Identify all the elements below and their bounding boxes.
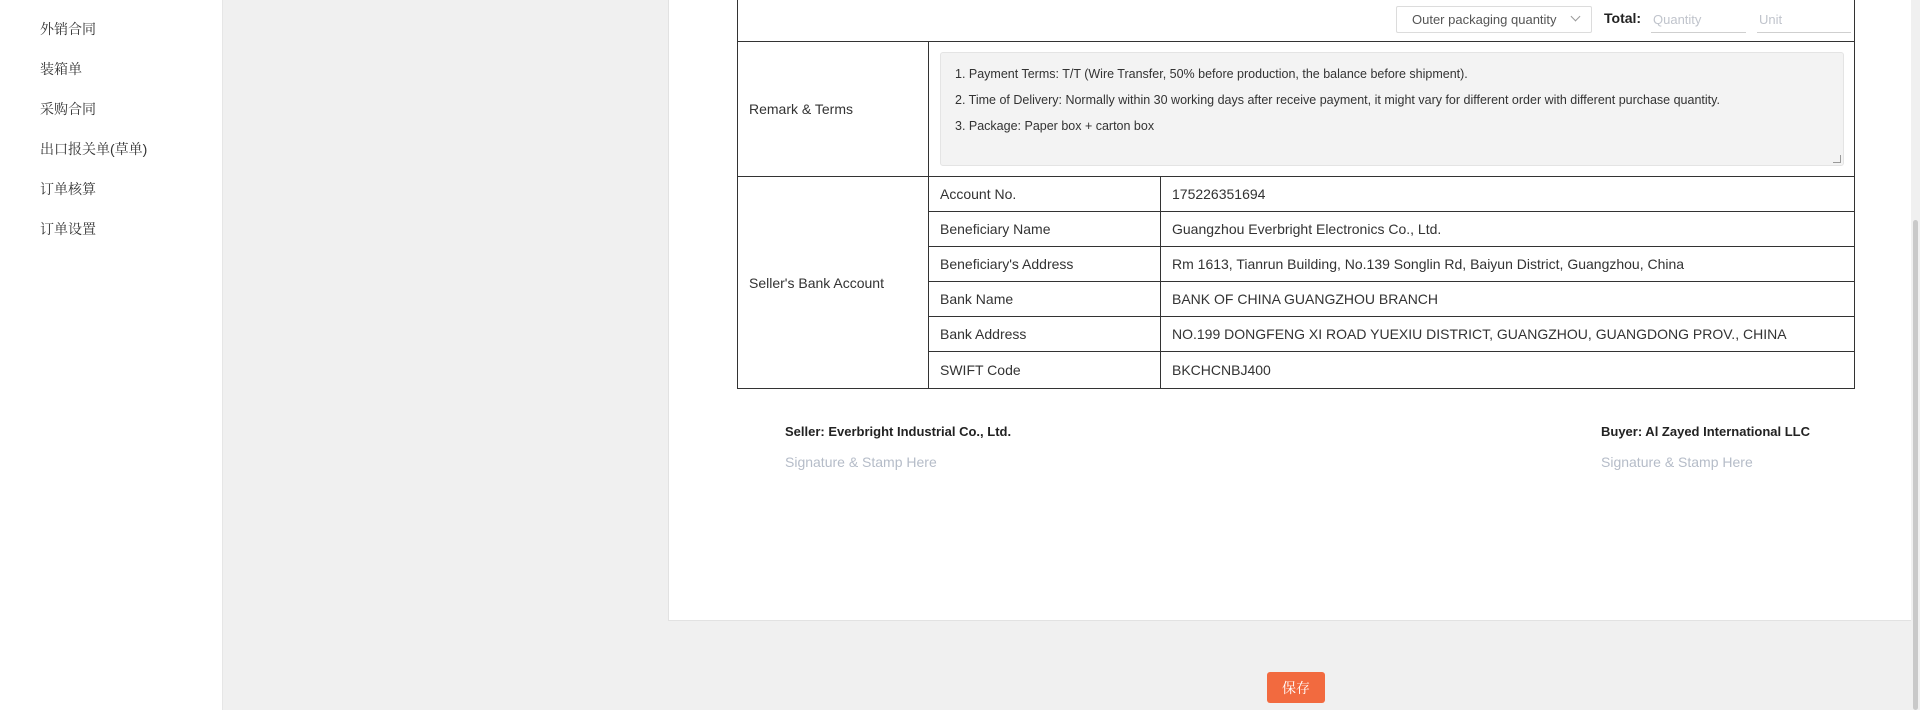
sidebar [0,0,223,710]
seller-signature-placeholder[interactable]: Signature & Stamp Here [785,454,937,470]
outer-packaging-select-value: Outer packaging quantity [1412,12,1557,27]
bank-row-swift-code [929,352,1854,388]
sidebar-item-customs-declaration[interactable]: 出口报关单(草单) [40,141,148,157]
bank-key: Bank Name [929,282,1161,316]
total-unit-input[interactable] [1757,7,1851,33]
buyer-title: Buyer: Al Zayed International LLC [1601,424,1810,439]
sidebar-item-purchase-contract[interactable]: 采购合同 [40,101,96,117]
sidebar-item-export-contract[interactable]: 外销合同 [40,21,96,37]
bank-row-beneficiary-name [929,212,1854,247]
bank-row-account-no [929,177,1854,212]
contract-table [737,0,1855,389]
sidebar-item-order-accounting[interactable]: 订单核算 [40,181,96,197]
sidebar-item-order-settings[interactable]: 订单设置 [40,221,96,237]
save-button[interactable]: 保存 [1267,672,1325,703]
bank-account-label: Seller's Bank Account [738,177,929,388]
remark-row [738,42,1854,177]
bank-value[interactable]: 175226351694 [1172,186,1266,202]
bank-account-row [738,177,1854,388]
outer-packaging-select[interactable] [1396,6,1592,33]
remark-line-package: 3. Package: Paper box + carton box [955,119,1155,133]
bank-row-beneficiary-address [929,247,1854,282]
resize-handle-icon[interactable] [1833,155,1841,163]
bank-details-grid [929,177,1854,388]
bank-value[interactable]: BKCHCNBJ400 [1172,362,1271,378]
buyer-signature-placeholder[interactable]: Signature & Stamp Here [1601,454,1753,470]
seller-title: Seller: Everbright Industrial Co., Ltd. [785,424,1012,439]
totals-row [738,0,1854,42]
sidebar-item-packing-list[interactable]: 装箱单 [40,61,82,77]
scrollbar-thumb[interactable] [1913,220,1918,710]
bank-key: Bank Address [929,317,1161,351]
remark-line-payment: 1. Payment Terms: T/T (Wire Transfer, 50% before production, the balance before shipment). [955,67,1468,81]
bank-key: Account No. [929,177,1161,211]
bank-value[interactable]: Rm 1613, Tianrun Building, No.139 Songlin Rd, Baiyun District, Guangzhou, China [1172,256,1685,272]
bank-value[interactable]: NO.199 DONGFENG XI ROAD YUEXIU DISTRICT, GUANGZHOU, GUANGDONG PROV., CHINA [1172,326,1787,342]
vertical-scrollbar[interactable] [1911,0,1920,710]
remark-line-delivery: 2. Time of Delivery: Normally within 30 working days after receive payment, it might vary for different order with different purchase quantity. [955,93,1720,107]
bank-key: Beneficiary's Address [929,247,1161,281]
total-label: Total: [1604,10,1642,26]
buyer-signature-block [1601,424,1810,470]
bank-value[interactable]: BANK OF CHINA GUANGZHOU BRANCH [1172,291,1439,307]
bank-key: Beneficiary Name [929,212,1161,246]
main-content [224,0,1920,710]
bank-key: SWIFT Code [929,352,1161,388]
contract-document [668,0,1920,621]
bank-row-bank-address [929,317,1854,352]
chevron-down-icon [1571,12,1581,22]
total-quantity-input[interactable] [1651,7,1746,33]
bank-row-bank-name [929,282,1854,317]
remark-textarea[interactable] [940,52,1844,166]
bank-value[interactable]: Guangzhou Everbright Electronics Co., Ltd. [1172,221,1442,237]
remark-label: Remark & Terms [738,42,929,176]
seller-signature-block [785,424,1011,470]
